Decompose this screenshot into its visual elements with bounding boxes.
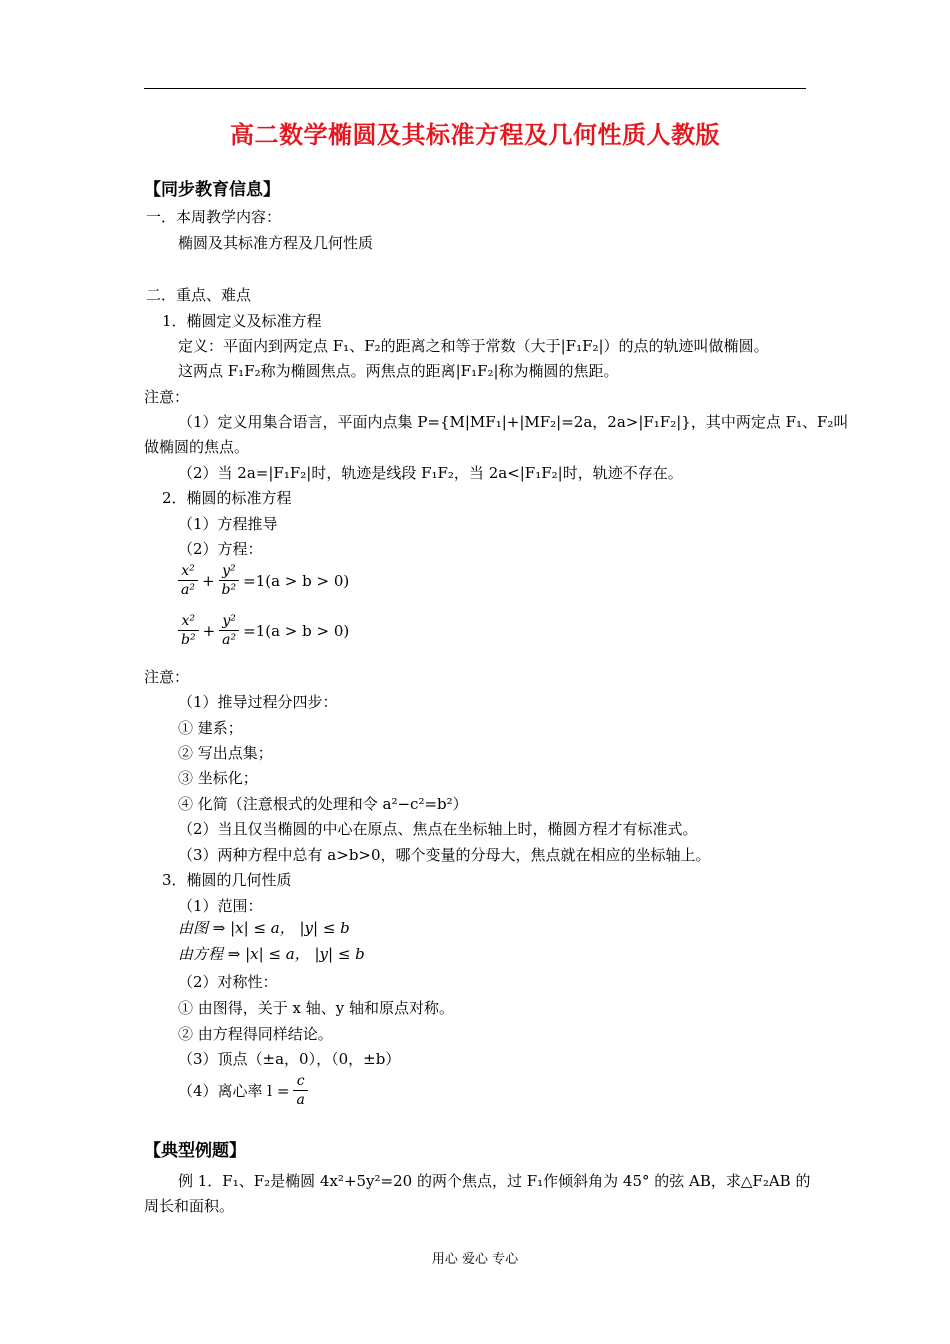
numerator: x² — [178, 562, 198, 581]
page-footer: 用心 爱心 专心 — [431, 1252, 519, 1267]
fraction — [178, 612, 199, 649]
text-line: 3．椭圆的几何性质 — [162, 871, 292, 889]
text-line: ② 写出点集； — [178, 744, 273, 762]
equation-rhs: =1(a > b > 0) — [243, 621, 350, 640]
fraction — [219, 612, 239, 649]
text-line: （2）对称性： — [178, 973, 278, 991]
eccentricity-label: （4）离心率 l = — [178, 1082, 290, 1100]
text-line: （3）顶点（±a，0），（0，±b） — [178, 1050, 401, 1068]
text-line: ① 由图得，关于 x 轴、y 轴和原点对称。 — [178, 999, 455, 1017]
text-line: （2）当且仅当椭圆的中心在原点、焦点在坐标轴上时，椭圆方程才有标准式。 — [178, 820, 698, 838]
text-line: （3）两种方程中总有 a>b>0，哪个变量的分母大，焦点就在相应的坐标轴上。 — [178, 846, 711, 864]
text-line: 1．椭圆定义及标准方程 — [162, 312, 322, 330]
text-line: ④ 化简（注意根式的处理和令 a²−c²=b²） — [178, 795, 468, 813]
denominator: a² — [222, 632, 237, 648]
text-line: 例 1．F₁、F₂是椭圆 4x²+5y²=20 的两个焦点，过 F₁作倾斜角为 45° 的弦 AB，求△F₂AB 的 — [178, 1172, 811, 1190]
denominator: a² — [181, 582, 195, 598]
text-line: （1）定义用集合语言，平面内点集 P={M|MF₁|+|MF₂|=2a，2a>|F₁F₂|}，其中两定点 F₁、F₂叫 — [178, 413, 849, 431]
text-line: （1）范围： — [178, 897, 263, 915]
equation-rhs: =1(a > b > 0) — [243, 571, 350, 590]
text-line: ② 由方程得同样结论。 — [178, 1025, 333, 1043]
plus-sign: + — [202, 621, 216, 640]
text-line: 椭圆及其标准方程及几何性质 — [178, 234, 374, 252]
section-examples-header: 【典型例题】 — [144, 1141, 246, 1161]
text-line: （2）方程： — [178, 540, 263, 558]
fraction — [178, 562, 198, 599]
fraction — [293, 1072, 307, 1109]
numerator: y² — [219, 612, 239, 631]
denominator: b² — [221, 582, 237, 598]
text-line: （1）推导过程分四步： — [178, 693, 338, 711]
text-line: 做椭圆的焦点。 — [144, 438, 250, 456]
text-line: 由方程 ⇒ |x| ≤ a， |y| ≤ b — [178, 945, 365, 963]
section-info-header: 【同步教育信息】 — [144, 180, 280, 200]
numerator: c — [293, 1072, 307, 1091]
plus-sign: + — [201, 571, 215, 590]
numerator: x² — [178, 612, 199, 631]
equation-ellipse-x-major — [178, 562, 349, 599]
text-line: 由图 ⇒ |x| ≤ a， |y| ≤ b — [178, 919, 350, 937]
text-line: （1）方程推导 — [178, 515, 278, 533]
denominator: b² — [181, 632, 196, 648]
text-line: 注意： — [144, 388, 190, 406]
text-line: 一．本周教学内容： — [146, 208, 282, 226]
text-line: ③ 坐标化； — [178, 769, 258, 787]
text-line: ① 建系； — [178, 719, 243, 737]
page-title: 高二数学椭圆及其标准方程及几何性质人教版 — [230, 121, 720, 149]
text-line: 周长和面积。 — [144, 1197, 235, 1215]
equation-eccentricity — [178, 1072, 308, 1109]
text-line: 这两点 F₁F₂称为椭圆焦点。两焦点的距离|F₁F₂|称为椭圆的焦距。 — [178, 362, 619, 380]
numerator: y² — [219, 562, 240, 581]
denominator: a — [296, 1092, 305, 1108]
fraction — [219, 562, 240, 599]
text-line: 定义：平面内到两定点 F₁、F₂的距离之和等于常数（大于|F₁F₂|）的点的轨迹叫做椭圆。 — [178, 337, 769, 355]
header-rule — [144, 88, 806, 89]
text-line: 注意： — [144, 668, 190, 686]
equation-ellipse-y-major — [178, 612, 349, 649]
text-line: 二．重点、难点 — [146, 286, 252, 304]
text-line: （2）当 2a=|F₁F₂|时，轨迹是线段 F₁F₂，当 2a<|F₁F₂|时，轨迹不存在。 — [178, 464, 683, 482]
text-line: 2．椭圆的标准方程 — [162, 489, 292, 507]
